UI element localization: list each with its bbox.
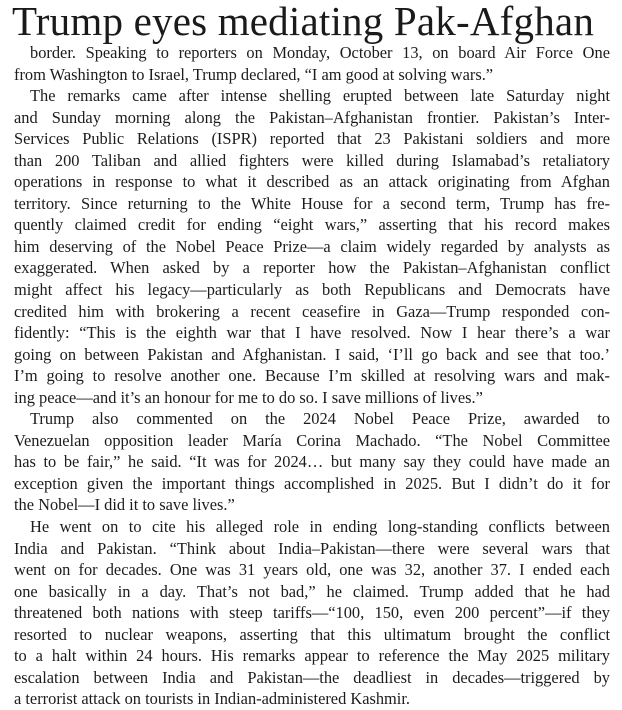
text-line: credited him with brokering a recent ceasefire in Gaza—Trump responded con- [14, 301, 610, 321]
paragraph-2 [14, 85, 610, 408]
text-line: resorted to nuclear weapons, asserting that this ultimatum brought the conflict [14, 624, 610, 644]
text-line: him deserving of the Nobel Peace Prize—a claim widely regarded by analysts as [14, 236, 610, 256]
text-line: quently claimed credit for ending “eight wars,” asserting that his record makes [14, 215, 610, 235]
text-line: exaggerated. When asked by a reporter how the Pakistan–Afghanistan conflict [14, 258, 610, 278]
text-line: a terrorist attack on tourists in Indian-administered Kashmir. [14, 689, 411, 709]
text-line: border. Speaking to reporters on Monday, October 13, on board Air Force One [30, 43, 610, 62]
text-line: I’m going to resolve another one. Because I’m skilled at resolving wars and mak- [14, 366, 610, 386]
text-line: Trump also commented on the 2024 Nobel Peace Prize, awarded to [30, 409, 610, 429]
paragraph-1 [14, 42, 610, 85]
paragraph-3 [14, 408, 610, 516]
text-line: the Nobel—I did it to save lives.” [14, 495, 235, 515]
text-line: threatened both nations with steep tariffs—“100, 150, even 200 percent”—if they [14, 603, 610, 623]
text-line: from Washington to Israel, Trump declared, “I am good at solving wars.” [14, 64, 494, 84]
text-line: ing peace—and it’s an honour for me to do so. I save millions of lives.” [14, 387, 483, 407]
article-body [14, 42, 610, 710]
text-line: India and Pakistan. “Think about India–Pakistan—there were several wars that [14, 538, 610, 558]
text-line: operations in response to what it described as an attack originating from Afghan [14, 172, 610, 192]
paragraph-4 [14, 516, 610, 710]
article-headline: Trump eyes mediating Pak-Afghan [12, 0, 595, 44]
text-line: to a halt within 24 hours. His remarks appear to reference the May 2025 military [14, 646, 610, 666]
text-line: has to be fair,” he said. “It was for 2024… but many say they could have made an [14, 452, 610, 472]
text-line: exception given the important things accomplished in 2025. But I didn’t do it for [14, 473, 610, 493]
text-line: might affect his legacy—particularly as both Republicans and Democrats have [14, 280, 610, 300]
text-line: territory. Since returning to the White House for a second term, Trump has fre- [14, 193, 610, 213]
text-line: Services Public Relations (ISPR) reported that 23 Pakistani soldiers and more [14, 129, 610, 149]
text-line: He went on to cite his alleged role in ending long-standing conflicts between [30, 517, 610, 537]
text-line: fidently: “This is the eighth war that I have resolved. Now I hear there’s a war [14, 323, 610, 343]
text-line: and Sunday morning along the Pakistan–Afghanistan frontier. Pakistan’s Inter- [14, 107, 610, 127]
text-line: went on for decades. One was 31 years old, one was 32, another 37. I ended each [14, 560, 610, 580]
text-line: one basically in a day. That’s not bad,” he claimed. Trump added that he had [14, 581, 610, 601]
text-line: going on between Pakistan and Afghanistan. I said, ‘I’ll go back and see that too.’ [14, 344, 610, 364]
text-line: Venezuelan opposition leader María Corina Machado. “The Nobel Committee [14, 430, 610, 450]
text-line: escalation between India and Pakistan—the deadliest in decades—triggered by [14, 667, 610, 687]
text-line: than 200 Taliban and allied fighters were killed during Islamabad’s retaliatory [14, 150, 610, 170]
text-line: The remarks came after intense shelling erupted between late Saturday night [30, 86, 610, 106]
